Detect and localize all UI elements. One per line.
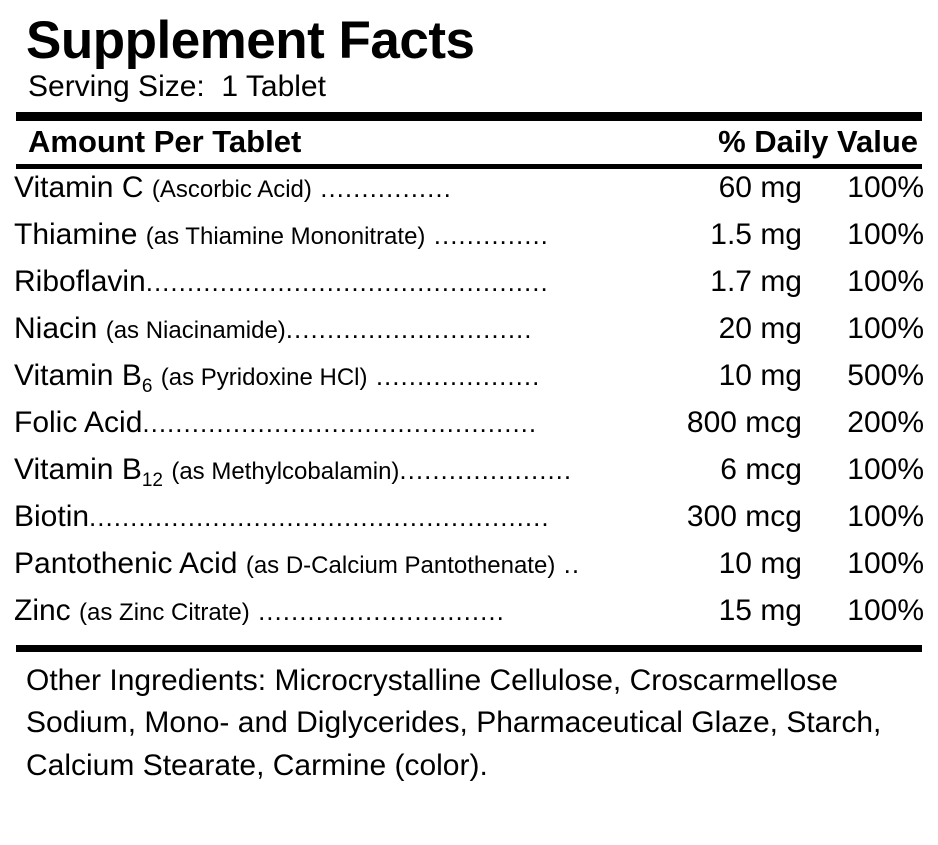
nutrient-amount: 15 mg (718, 593, 802, 627)
nutrient-name-cell (14, 265, 634, 312)
leader-dots: .............. (433, 219, 549, 250)
leader-dots: .............................. (285, 313, 533, 344)
nutrient-name-cell (14, 171, 634, 218)
nutrient-name-cell (14, 312, 634, 359)
nutrient-amount: 6 mcg (720, 452, 802, 486)
nutrient-name: Vitamin C (14, 170, 144, 204)
nutrient-amount: 800 mcg (686, 405, 802, 439)
nutrient-name-cell (14, 406, 634, 453)
other-ingredients: Other Ingredients: Microcrystalline Cellulose, Croscarmellose Sodium, Mono- and Diglycerides, Pharmaceutical Glaze, Starch, Calcium Stearate, Carmine (color). (26, 663, 882, 782)
table-row (14, 547, 924, 594)
nutrient-dv: 200% (847, 405, 924, 439)
nutrient-dv: 100% (847, 546, 924, 580)
table-row (14, 359, 924, 406)
nutrient-qualifier: (as Zinc Citrate) (79, 598, 250, 626)
nutrient-dv: 100% (847, 499, 924, 533)
page-title: Supplement Facts (26, 11, 475, 70)
divider-bottom (16, 645, 922, 652)
table-row (14, 406, 924, 453)
leader-dots: .. (563, 548, 581, 579)
divider-thick-top (16, 112, 922, 121)
nutrient-qualifier: (as Thiamine Mononitrate) (145, 222, 426, 250)
nutrient-qualifier: (as Niacinamide) (105, 316, 286, 344)
nutrient-amount: 60 mg (718, 170, 802, 204)
nutrient-name: Vitamin $B_6$ (14, 358, 153, 397)
leader-dots: ........................................................ (89, 501, 550, 532)
nutrient-name: Niacin (14, 311, 98, 345)
nutrient-name: Riboflavin (14, 264, 146, 298)
nutrient-dv: 100% (847, 170, 924, 204)
nutrient-dv: 100% (847, 311, 924, 345)
nutrient-amount: 10 mg (718, 546, 802, 580)
nutrient-amount: 1.5 mg (710, 217, 802, 251)
divider-thin-header (16, 164, 922, 169)
nutrients-table (14, 171, 924, 641)
nutrient-qualifier: (as D-Calcium Pantothenate) (245, 551, 556, 579)
nutrient-name-cell (14, 500, 634, 547)
table-row (14, 171, 924, 218)
nutrient-amount: 10 mg (718, 358, 802, 392)
nutrient-dv: 500% (847, 358, 924, 392)
leader-dots: ................................................. (145, 266, 549, 297)
nutrient-name-cell (14, 359, 634, 406)
table-row (14, 453, 924, 500)
nutrient-name: Vitamin $B_{12}$ (14, 452, 163, 491)
nutrient-name: Biotin (14, 499, 90, 533)
nutrient-name-cell (14, 453, 634, 500)
table-row (14, 218, 924, 265)
nutrient-qualifier: (as Methylcobalamin) (171, 457, 400, 485)
nutrient-name: Thiamine (14, 217, 138, 251)
nutrient-name: Pantothenic Acid (14, 546, 238, 580)
serving-size: Serving Size: 1 Tablet (28, 70, 326, 104)
nutrient-name-cell (14, 594, 634, 641)
table-header (14, 121, 924, 164)
nutrient-name-cell (14, 218, 634, 265)
table-row (14, 594, 924, 641)
leader-dots: ..................... (399, 454, 573, 485)
nutrient-dv: 100% (847, 452, 924, 486)
table-row (14, 312, 924, 359)
leader-dots: ................................................ (142, 407, 538, 438)
amount-per-tablet-header: Amount Per Tablet (28, 123, 302, 159)
leader-dots: ................ (320, 172, 452, 203)
nutrient-name-cell (14, 547, 634, 594)
nutrient-dv: 100% (847, 217, 924, 251)
nutrient-dv: 100% (847, 264, 924, 298)
nutrient-amount: 1.7 mg (710, 264, 802, 298)
nutrient-amount: 300 mcg (686, 499, 802, 533)
table-row (14, 265, 924, 312)
leader-dots: .............................. (258, 595, 505, 626)
nutrient-amount: 20 mg (718, 311, 802, 345)
nutrient-name: Folic Acid (14, 405, 143, 439)
nutrient-dv: 100% (847, 593, 924, 627)
daily-value-header: % Daily Value (718, 123, 918, 159)
table-row (14, 500, 924, 547)
nutrient-name: Zinc (14, 593, 71, 627)
leader-dots: .................... (375, 360, 541, 391)
nutrient-qualifier: (Ascorbic Acid) (151, 175, 312, 203)
nutrient-qualifier: (as Pyridoxine HCl) (160, 363, 368, 391)
